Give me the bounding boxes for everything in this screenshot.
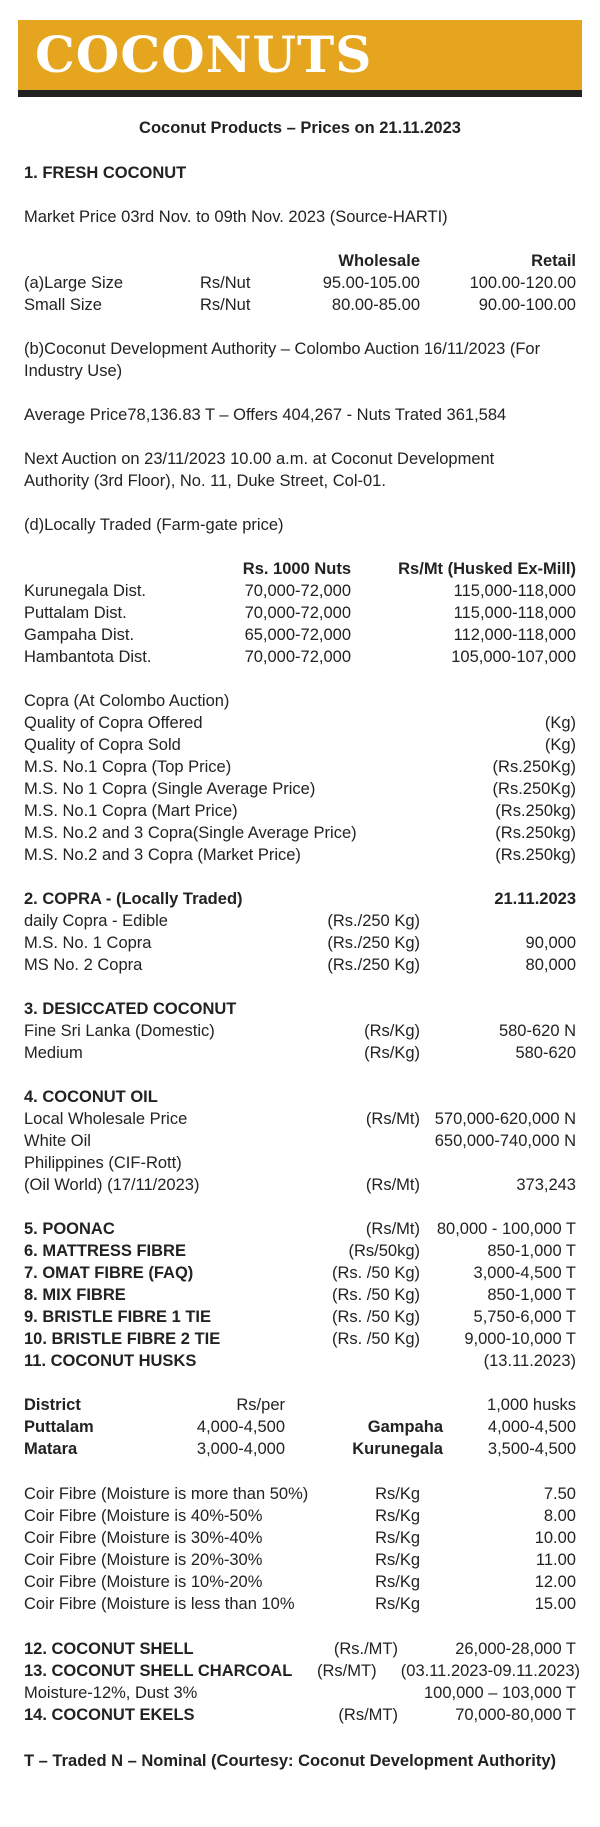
table-row (24, 1704, 576, 1726)
product-label: 12. COCONUT SHELL (24, 1640, 194, 1658)
row-unit: (Kg) (544, 736, 576, 754)
table-row (24, 1108, 576, 1130)
row-label: daily Copra - Edible (24, 912, 168, 930)
table-row (24, 294, 576, 316)
banner-underline (18, 90, 582, 97)
row-wholesale: 80.00-85.00 (331, 296, 420, 314)
district-name: Kurunegala (352, 1440, 443, 1458)
column-unit-2: 1,000 husks (487, 1396, 576, 1414)
copra-auction-heading: Copra (At Colombo Auction) (24, 692, 230, 710)
next-auction-line2: Authority (3rd Floor), No. 11, Duke Street, Col-01. (24, 472, 386, 490)
row-unit: Rs/Kg (375, 1595, 420, 1613)
product-label: 7. OMAT FIBRE (FAQ) (24, 1264, 194, 1282)
section-heading-oil: 4. COCONUT OIL (24, 1088, 158, 1106)
average-price-note: Average Price78,136.83 T – Offers 404,267 - Nuts Trated 361,584 (24, 406, 507, 424)
product-label: 13. COCONUT SHELL CHARCOAL (24, 1662, 293, 1680)
row-unit: (Rs/50kg) (348, 1242, 420, 1260)
table-row (24, 822, 576, 844)
district-price: 4,000-4,500 (487, 1418, 576, 1436)
row-label: Local Wholesale Price (24, 1110, 188, 1128)
row-value: 70,000-80,000 T (455, 1706, 576, 1724)
coconuts-banner (18, 20, 582, 90)
row-value: 10.00 (534, 1529, 576, 1547)
row-label: Small Size (24, 296, 102, 314)
table-row (24, 800, 576, 822)
row-unit: Rs/Nut (200, 296, 251, 314)
table-row (24, 778, 576, 800)
row-unit: (Rs/Kg) (364, 1022, 420, 1040)
district-price: 3,500-4,500 (487, 1440, 576, 1458)
row-wholesale: 95.00-105.00 (322, 274, 420, 292)
locally-traded-note: (d)Locally Traded (Farm-gate price) (24, 516, 284, 534)
table-row (24, 624, 576, 646)
row-unit: (Rs./250 Kg) (327, 934, 420, 952)
row-label: M.S. No.1 Copra (Mart Price) (24, 802, 238, 820)
row-label: Fine Sri Lanka (Domestic) (24, 1022, 215, 1040)
row-nuts: 70,000-72,000 (244, 648, 351, 666)
table-row (24, 1593, 576, 1615)
row-label: (Oil World) (17/11/2023) (24, 1176, 200, 1194)
table-row (24, 1284, 576, 1306)
row-husked: 112,000-118,000 (453, 626, 576, 644)
row-husked: 115,000-118,000 (453, 604, 576, 622)
district-price: 3,000-4,000 (196, 1440, 285, 1458)
district-name: Matara (24, 1440, 78, 1458)
row-unit: (Rs.250Kg) (492, 780, 576, 798)
table-row (24, 844, 576, 866)
product-label: 14. COCONUT EKELS (24, 1706, 195, 1724)
row-husked: 105,000-107,000 (451, 648, 576, 666)
column-retail: Retail (531, 252, 576, 270)
row-unit: Rs/Kg (375, 1485, 420, 1503)
row-label: Quality of Copra Sold (24, 736, 181, 754)
row-label: M.S. No. 1 Copra (24, 934, 152, 952)
row-value: 80,000 (525, 956, 576, 974)
table-row (24, 646, 576, 668)
footer-note: T – Traded N – Nominal (Courtesy: Coconut Development Authority) (24, 1752, 557, 1770)
row-label: Coir Fibre (Moisture is 10%-20% (24, 1573, 263, 1591)
table-row (24, 272, 576, 294)
row-nuts: 70,000-72,000 (244, 604, 351, 622)
row-unit: Rs/Nut (200, 274, 251, 292)
row-label: White Oil (24, 1132, 91, 1150)
district-name: Puttalam (24, 1418, 94, 1436)
market-price-note: Market Price 03rd Nov. to 09th Nov. 2023 (Source-HARTI) (24, 208, 448, 226)
table-row (24, 1042, 576, 1064)
row-unit: (Rs.250kg) (495, 802, 576, 820)
fresh-coconut-header-row (24, 250, 576, 272)
row-value: 373,243 (516, 1176, 576, 1194)
row-value: 15.00 (534, 1595, 576, 1613)
section-heading-desiccated: 3. DESICCATED COCONUT (24, 1000, 237, 1018)
heading-label: 2. COPRA - (Locally Traded) (24, 890, 243, 908)
row-label: M.S. No.2 and 3 Copra(Single Average Price) (24, 824, 357, 842)
auction-note-line2: Industry Use) (24, 362, 123, 380)
table-row (24, 734, 576, 756)
row-value: (13.11.2023) (483, 1352, 576, 1370)
row-value: 580-620 N (498, 1022, 576, 1040)
row-label: Philippines (CIF-Rott) (24, 1154, 182, 1172)
table-row (24, 756, 576, 778)
row-unit: (Rs./MT) (333, 1640, 398, 1658)
row-unit: Rs/Kg (375, 1507, 420, 1525)
row-value: 90,000 (525, 934, 576, 952)
column-unit: Rs/per (236, 1396, 285, 1414)
row-value: 3,000-4,500 T (473, 1264, 576, 1282)
product-label: 11. COCONUT HUSKS (24, 1352, 197, 1370)
district-name: Gampaha (367, 1418, 443, 1436)
row-label: M.S. No 1 Copra (Single Average Price) (24, 780, 316, 798)
row-value: 650,000-740,000 N (434, 1132, 576, 1150)
row-husked: 115,000-118,000 (453, 582, 576, 600)
row-unit: (Rs./250 Kg) (327, 956, 420, 974)
row-unit: (Rs. /50 Kg) (331, 1264, 420, 1282)
row-unit: (Rs./250 Kg) (327, 912, 420, 930)
table-row (24, 1549, 576, 1571)
table-row (24, 1174, 576, 1196)
page-title: Coconut Products – Prices on 21.11.2023 (139, 119, 461, 137)
row-unit: (Rs/MT) (317, 1662, 377, 1680)
husks-header-row (24, 1394, 576, 1416)
product-label: 6. MATTRESS FIBRE (24, 1242, 186, 1260)
row-nuts: 70,000-72,000 (244, 582, 351, 600)
table-row (24, 1571, 576, 1593)
table-row (24, 1527, 576, 1549)
row-value: 8.00 (543, 1507, 576, 1525)
row-label: (a)Large Size (24, 274, 124, 292)
auction-note-line1: (b)Coconut Development Authority – Colombo Auction 16/11/2023 (For (24, 340, 541, 358)
table-row (24, 1438, 576, 1460)
row-retail: 100.00-120.00 (469, 274, 576, 292)
row-value: 80,000 - 100,000 T (436, 1220, 576, 1238)
row-district: Kurunegala Dist. (24, 582, 146, 600)
row-unit: (Rs. /50 Kg) (331, 1308, 420, 1326)
row-value: 580-620 (515, 1044, 576, 1062)
table-row (24, 580, 576, 602)
row-label: Coir Fibre (Moisture is 20%-30% (24, 1551, 263, 1569)
row-value: 5,750-6,000 T (473, 1308, 576, 1326)
row-unit: (Rs/Mt) (365, 1176, 420, 1194)
column-wholesale: Wholesale (338, 252, 420, 270)
table-row (24, 1328, 576, 1350)
row-district: Puttalam Dist. (24, 604, 127, 622)
row-label: Moisture-12%, Dust 3% (24, 1684, 198, 1702)
row-unit: (Rs. /50 Kg) (331, 1286, 420, 1304)
table-row (24, 602, 576, 624)
row-unit: (Rs.250kg) (495, 846, 576, 864)
table-row (24, 1350, 576, 1372)
table-row (24, 1660, 580, 1682)
table-row (24, 1416, 576, 1438)
row-value: 570,000-620,000 N (434, 1110, 576, 1128)
table-row (24, 1483, 576, 1505)
row-unit: (Rs.250Kg) (492, 758, 576, 776)
row-value: 850-1,000 T (487, 1286, 576, 1304)
row-value: (03.11.2023-09.11.2023) (400, 1662, 580, 1680)
table-row (24, 1262, 576, 1284)
column-district: District (24, 1396, 81, 1414)
column-1000-nuts: Rs. 1000 Nuts (242, 560, 351, 578)
table-row (24, 1505, 576, 1527)
row-value: 26,000-28,000 T (455, 1640, 576, 1658)
next-auction-line1: Next Auction on 23/11/2023 10.00 a.m. at Coconut Development (24, 450, 495, 468)
row-retail: 90.00-100.00 (478, 296, 576, 314)
table-row (24, 1240, 576, 1262)
row-label: Coir Fibre (Moisture is 30%-40% (24, 1529, 263, 1547)
row-label: M.S. No.1 Copra (Top Price) (24, 758, 232, 776)
row-unit: (Rs/MT) (338, 1706, 398, 1724)
row-label: Coir Fibre (Moisture is less than 10% (24, 1595, 295, 1613)
table-row (24, 1638, 576, 1660)
section-heading-fresh-coconut: 1. FRESH COCONUT (24, 164, 187, 182)
row-nuts: 65,000-72,000 (244, 626, 351, 644)
column-husked: Rs/Mt (Husked Ex-Mill) (398, 560, 576, 578)
product-label: 5. POONAC (24, 1220, 115, 1238)
row-label: Coir Fibre (Moisture is more than 50%) (24, 1485, 309, 1503)
banner-title: COCONUTS (35, 25, 373, 84)
row-value: 850-1,000 T (487, 1242, 576, 1260)
row-unit: (Rs.250kg) (495, 824, 576, 842)
district-price: 4,000-4,500 (196, 1418, 285, 1436)
row-unit: (Rs/Mt) (365, 1110, 420, 1128)
table-row (24, 1130, 576, 1152)
row-value: 11.00 (535, 1551, 576, 1569)
row-unit: Rs/Kg (375, 1529, 420, 1547)
row-value: 100,000 – 103,000 T (424, 1684, 576, 1702)
row-unit: (Rs/Mt) (365, 1220, 420, 1238)
table-row (24, 932, 576, 954)
table-row (24, 910, 576, 932)
farmgate-header-row (24, 558, 576, 580)
row-label: Quality of Copra Offered (24, 714, 203, 732)
product-label: 8. MIX FIBRE (24, 1286, 126, 1304)
table-row (24, 1152, 576, 1174)
table-row (24, 1306, 576, 1328)
row-district: Hambantota Dist. (24, 648, 152, 666)
row-label: MS No. 2 Copra (24, 956, 143, 974)
row-unit: Rs/Kg (375, 1573, 420, 1591)
row-unit: (Rs. /50 Kg) (331, 1330, 420, 1348)
row-value: 7.50 (543, 1485, 576, 1503)
row-value: 12.00 (534, 1573, 576, 1591)
table-row (24, 1020, 576, 1042)
table-row (24, 1682, 576, 1704)
table-row (24, 954, 576, 976)
table-row (24, 712, 576, 734)
row-unit: (Kg) (544, 714, 576, 732)
row-unit: Rs/Kg (375, 1551, 420, 1569)
row-value: 9,000-10,000 T (464, 1330, 576, 1348)
row-district: Gampaha Dist. (24, 626, 135, 644)
row-label: M.S. No.2 and 3 Copra (Market Price) (24, 846, 301, 864)
row-label: Medium (24, 1044, 83, 1062)
row-label: Coir Fibre (Moisture is 40%-50% (24, 1507, 263, 1525)
row-unit: (Rs/Kg) (364, 1044, 420, 1062)
section-heading-copra-local (24, 888, 576, 910)
product-label: 9. BRISTLE FIBRE 1 TIE (24, 1308, 212, 1326)
product-label: 10. BRISTLE FIBRE 2 TIE (24, 1330, 221, 1348)
heading-date: 21.11.2023 (494, 890, 576, 908)
table-row (24, 1218, 576, 1240)
